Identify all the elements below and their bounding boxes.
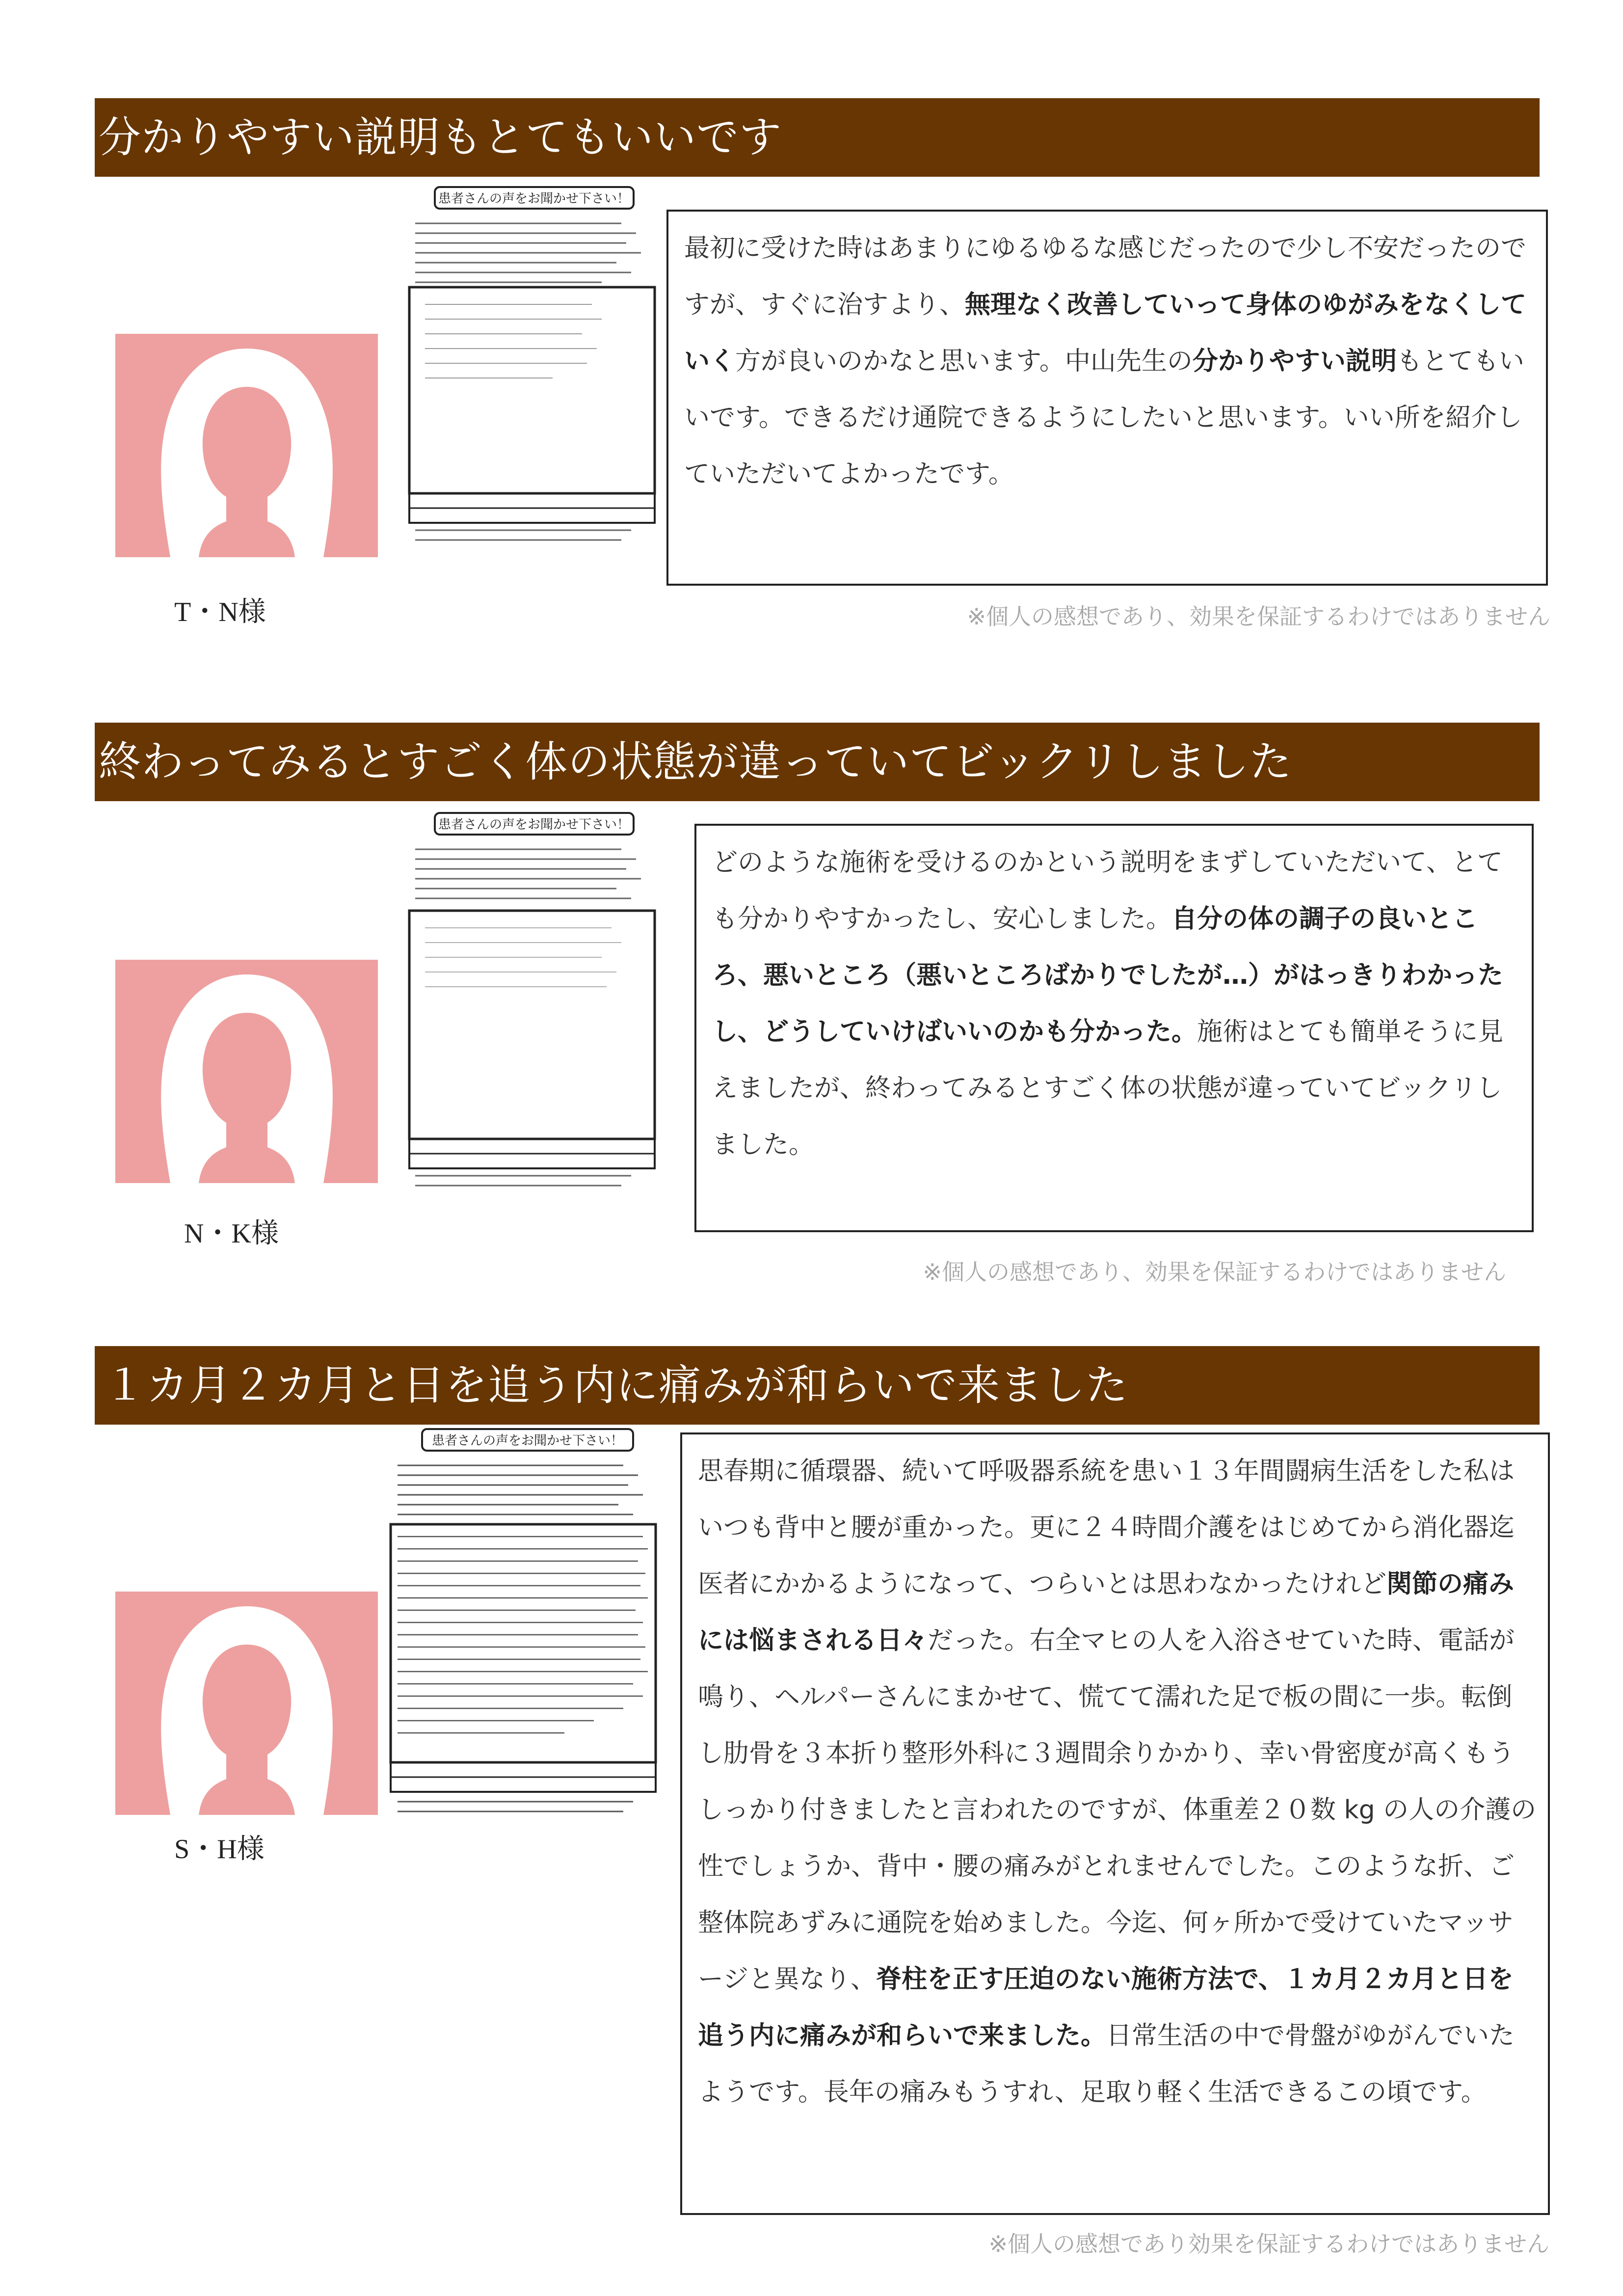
comment-segment: 日常生活の中で骨盤がゆがんでいたようです。長年の痛みもうすれ、足取り軽く生活できるこの頃です。 (698, 2021, 1515, 2107)
svg-text:患者さんの声をお聞かせ下さい！: 患者さんの声をお聞かせ下さい！ (438, 191, 630, 206)
comment-text-3 (698, 1443, 1537, 2121)
comment-box-1 (666, 210, 1548, 586)
comment-box-3 (680, 1432, 1550, 2215)
comment-segment: どのような施術を受けるのかという説明をまずしていただいて、とても分かりやすかったし、安心しました。 (712, 848, 1503, 934)
section-banner-1 (95, 98, 1540, 177)
patient-avatar-icon (115, 960, 378, 1183)
comment-segment: 最初に受けた時はあまりにゆるゆるな感じだったので少し不安だったのですが、すぐに治すより、 (684, 234, 1527, 320)
patient-name-3: S・H様 (174, 1834, 265, 1864)
comment-highlight: 無理なく改善していって身体のゆがみをなくしていく (684, 290, 1527, 376)
comment-segment: 方が良いのかなと思います。中山先生の (735, 347, 1193, 376)
comment-segment: 施術はとても簡単そうに見えましたが、終わってみるとすごく体の状態が違っていてビックリしました。 (712, 1017, 1504, 1160)
disclaimer-3: ※個人の感想であり効果を保証するわけではありません (988, 2231, 1549, 2257)
patient-avatar-icon (115, 1592, 378, 1815)
comment-text-2 (712, 835, 1521, 1173)
section-title-3: １カ月２カ月と日を追う内に痛みが和らいで来ました (104, 1361, 1128, 1410)
patient-avatar-icon (115, 334, 378, 557)
survey-sheet-image-3 (388, 1426, 667, 1820)
disclaimer-1: ※個人の感想であり、効果を保証するわけではありません (967, 603, 1550, 630)
svg-text:患者さんの声をお聞かせ下さい！: 患者さんの声をお聞かせ下さい！ (431, 1433, 624, 1448)
comment-highlight: 脊柱を正す圧迫のない施術方法で、１カ月２カ月と日を追う内に痛みが和らいで来ました。 (698, 1965, 1514, 2051)
section-title-1: 分かりやすい説明もとてもいいです (99, 113, 782, 162)
comment-box-2 (694, 824, 1534, 1232)
section-title-2: 終わってみるとすごく体の状態が違っていてビックリしました (99, 737, 1292, 786)
section-banner-3 (95, 1346, 1540, 1425)
comment-segment: もとてもいいです。できるだけ通院できるようにしたいと思います。いい所を紹介していただいてよかったです。 (684, 347, 1524, 489)
comment-text-1 (684, 220, 1535, 503)
survey-sheet-image-1 (405, 184, 663, 550)
comment-segment: 思春期に循環器、続いて呼吸器系統を患い１３年間闘病生活をした私はいつも背中と腰が重かった。更に２４時間介護をはじめてから消化器迄医者にかかるようになって、つらいとは思わなかったけれど (698, 1457, 1515, 1599)
section-banner-2 (95, 723, 1540, 801)
patient-name-1: T・N様 (174, 597, 266, 627)
survey-sheet-image-2 (405, 810, 663, 1193)
svg-text:患者さんの声をお聞かせ下さい！: 患者さんの声をお聞かせ下さい！ (438, 817, 630, 832)
comment-highlight: 関節の痛みには悩まされる日々 (698, 1569, 1514, 1655)
disclaimer-2: ※個人の感想であり、効果を保証するわけではありません (923, 1259, 1506, 1285)
patient-name-2: N・K様 (184, 1218, 279, 1249)
comment-segment: だった。右全マヒの人を入浴させていた時、電話が鳴り、ヘルパーさんにまかせて、慌てて濡れた足で板の間に一歩。転倒し肋骨を３本折り整形外科に３週間余りかかり、幸い骨密度が高くもうしっかり付きましたと言われたのですが、体重差２０数 kg の人の介護の性でしょうか、背中・腰の痛みがとれませんでした。このような折、ご整体院あずみに通院を始めました。今迄、何ヶ所かで受けていたマッサージと異なり、 (698, 1626, 1537, 1994)
comment-highlight: 分かりやすい説明 (1192, 347, 1397, 376)
comment-highlight: 自分の体の調子の良いところ、悪いところ（悪いところばかりでしたが…）がはっきりわかったし、どうしていけばいいのかも分かった。 (712, 904, 1504, 1047)
